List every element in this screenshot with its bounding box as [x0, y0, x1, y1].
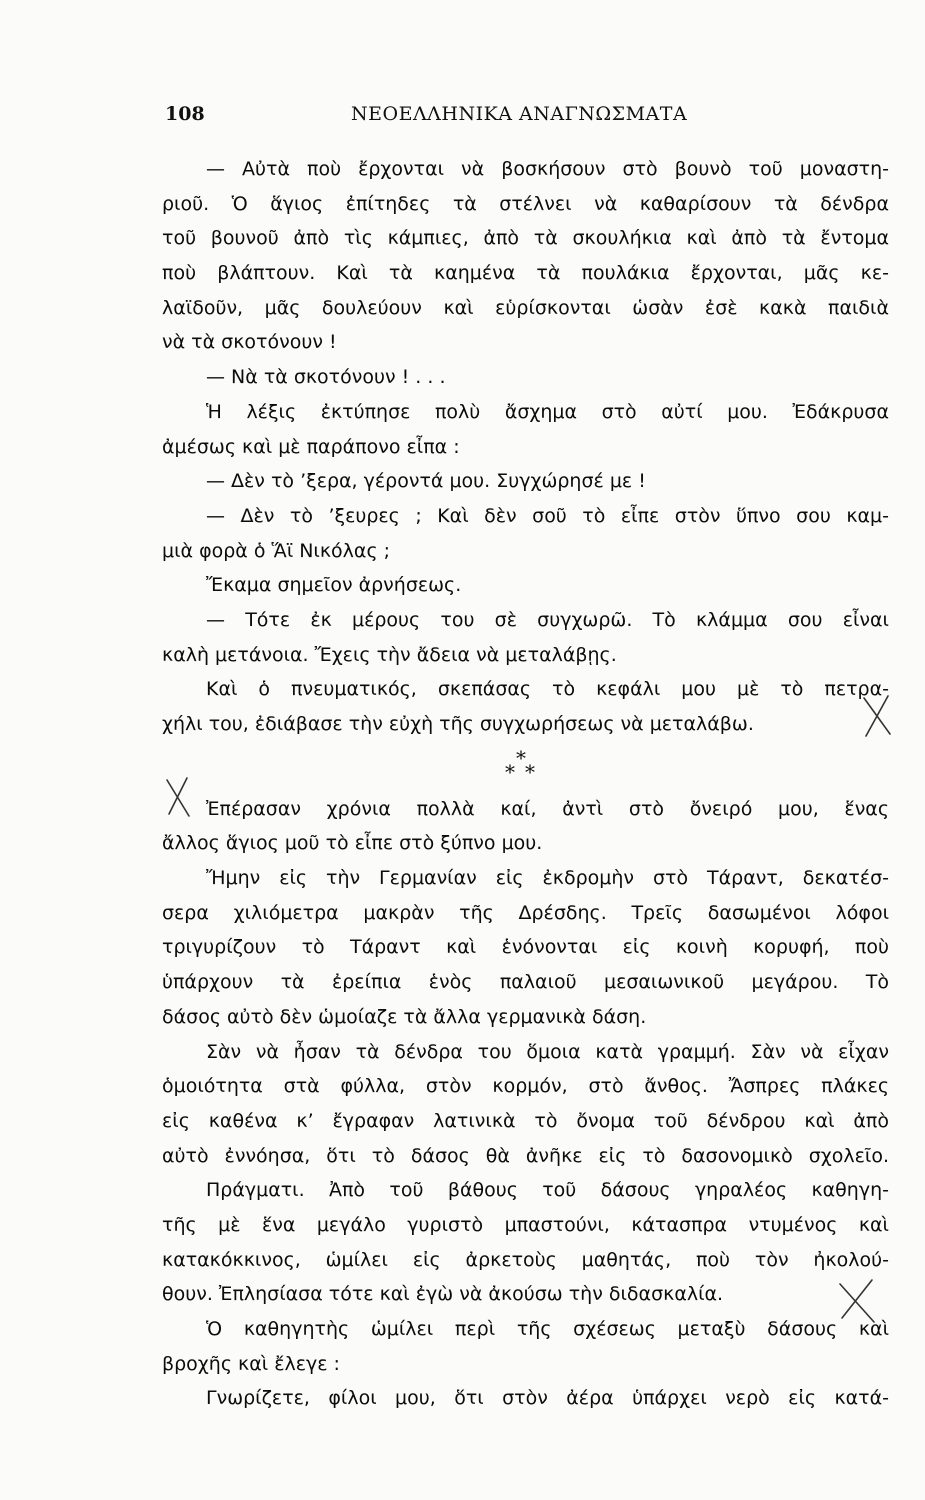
- separator-asterisk: *: [516, 745, 526, 770]
- page-header: [165, 103, 885, 133]
- text-line: βροχῆς καὶ ἔλεγε :: [162, 1352, 340, 1375]
- text-line: τοῦ βουνοῦ ἀπὸ τὶς κάμπιες, ἀπὸ τὰ σκουλήκια καὶ ἀπὸ τὰ ἔντομα: [162, 227, 889, 250]
- text-line: ποὺ βλάπτουν. Καὶ τὰ καημένα τὰ πουλάκια ἔρχονται, μᾶς κε-: [162, 262, 889, 285]
- text-line: θουν. Ἐπλησίασα τότε καὶ ἐγὼ νὰ ἀκούσω τὴν διδασκαλία.: [162, 1283, 724, 1306]
- text-line: δάσος αὐτὸ δὲν ὡμοίαζε τὰ ἄλλα γερμανικὰ δάση.: [162, 1005, 647, 1028]
- text-line: σερα χιλιόμετρα μακρὰν τῆς Δρέσδης. Τρεῖς δασωμένοι λόφοι: [162, 901, 889, 924]
- text-line: Σὰν νὰ ἦσαν τὰ δένδρα του ὅμοια κατὰ γραμμή. Σὰν νὰ εἶχαν: [206, 1040, 889, 1063]
- text-line: Γνωρίζετε, φίλοι μου, ὅτι στὸν ἀέρα ὑπάρχει νερὸ εἰς κατά-: [206, 1387, 889, 1410]
- page-body: [162, 152, 889, 1416]
- text-line: ἀμέσως καὶ μὲ παράπονο εἶπα :: [162, 435, 460, 458]
- text-line: τριγυρίζουν τὸ Τάραντ καὶ ἑνόνονται εἰς κοινὴ κορυφή, ποὺ: [162, 936, 889, 959]
- separator-asterisk: *: [505, 759, 515, 784]
- text-line: Καὶ ὁ πνευματικός, σκεπάσας τὸ κεφάλι μου μὲ τὸ πετρα-: [206, 678, 889, 701]
- text-line: Ἡ λέξις ἐκτύπησε πολὺ ἄσχημα στὸ αὐτί μου. Ἐδάκρυσα: [206, 400, 889, 423]
- text-line: εἰς καθένα κ’ ἔγραφαν λατινικὰ τὸ ὄνομα τοῦ δένδρου καὶ ἀπὸ: [162, 1109, 889, 1132]
- text-line: κατακόκκινος, ὡμίλει εἰς ἀρκετοὺς μαθητάς, ποὺ τὸν ἠκολού-: [162, 1248, 889, 1271]
- text-line: Ὁ καθηγητὴς ὡμίλει περὶ τῆς σχέσεως μεταξὺ δάσους καὶ: [206, 1318, 889, 1340]
- text-line: τῆς μὲ ἕνα μεγάλο γυριστὸ μπαστούνι, κάτασπρα ντυμένος καὶ: [162, 1213, 889, 1236]
- text-line: — Αὐτὰ ποὺ ἔρχονται νὰ βοσκήσουν στὸ βουνὸ τοῦ μοναστη-: [206, 158, 889, 180]
- separator-asterisk: *: [525, 759, 535, 784]
- text-line: ὑπάρχουν τὰ ἐρείπια ἑνὸς παλαιοῦ μεσαιωνικοῦ μεγάρου. Τὸ: [162, 971, 889, 994]
- text-line: ὁμοιότητα στὰ φύλλα, στὸν κορμόν, στὸ ἄνθος. Ἄσπρες πλάκες: [162, 1075, 889, 1098]
- text-line: ἄλλος ἅγιος μοῦ τὸ εἶπε στὸ ξύπνο μου.: [162, 832, 543, 855]
- text-line: μιὰ φορὰ ὁ Ἅϊ Νικόλας ;: [162, 539, 391, 562]
- text-line: χήλι του, ἐδιάβασε τὴν εὐχὴ τῆς συγχωρήσεως νὰ μεταλάβω.: [162, 713, 754, 735]
- text-line: — Δὲν τὸ ’ξερα, γέροντά μου. Συγχώρησέ με !: [206, 470, 646, 493]
- text-line: — Νὰ τὰ σκοτόνουν ! . . .: [206, 366, 446, 389]
- section-separator: [162, 742, 889, 792]
- text-line: αὐτὸ ἐννόησα, ὅτι τὸ δάσος θὰ ἀνῆκε εἰς τὸ δασονομικὸ σχολεῖο.: [162, 1144, 889, 1167]
- text-line: νὰ τὰ σκοτόνουν !: [162, 331, 337, 354]
- page-number: 108: [165, 103, 205, 125]
- text-line: ριοῦ. Ὁ ἅγιος ἐπίτηδες τὰ στέλνει νὰ καθαρίσουν τὰ δένδρα: [162, 192, 889, 215]
- text-line: — Τότε ἐκ μέρους του σὲ συγχωρῶ. Τὸ κλάμμα σου εἶναι: [206, 608, 889, 631]
- text-line: Ἤμην εἰς τὴν Γερμανίαν εἰς ἐκδρομὴν στὸ Τάραντ, δεκατέσ-: [206, 867, 889, 890]
- text-line: Ἔκαμα σημεῖον ἀρνήσεως.: [206, 574, 462, 597]
- text-line: Πράγματι. Ἀπὸ τοῦ βάθους τοῦ δάσους γηραλέος καθηγη-: [206, 1179, 889, 1202]
- text-line: λαϊδοῦν, μᾶς δουλεύουν καὶ εὑρίσκονται ὡσὰν ἐσὲ κακὰ παιδιὰ: [162, 296, 889, 319]
- text-line: — Δὲν τὸ ’ξευρες ; Καὶ δὲν σοῦ τὸ εἶπε στὸν ὕπνο σου καμ-: [206, 504, 889, 527]
- text-line: Ἐπέρασαν χρόνια πολλὰ καί, ἀντὶ στὸ ὄνειρό μου, ἕνας: [206, 797, 889, 820]
- text-line: καλὴ μετάνοια. Ἔχεις τὴν ἄδεια νὰ μεταλάβῃς.: [162, 643, 617, 666]
- running-title: ΝΕΟΕΛΛΗΝΙΚΑ ΑΝΑΓΝΩΣΜΑΤΑ: [351, 103, 688, 125]
